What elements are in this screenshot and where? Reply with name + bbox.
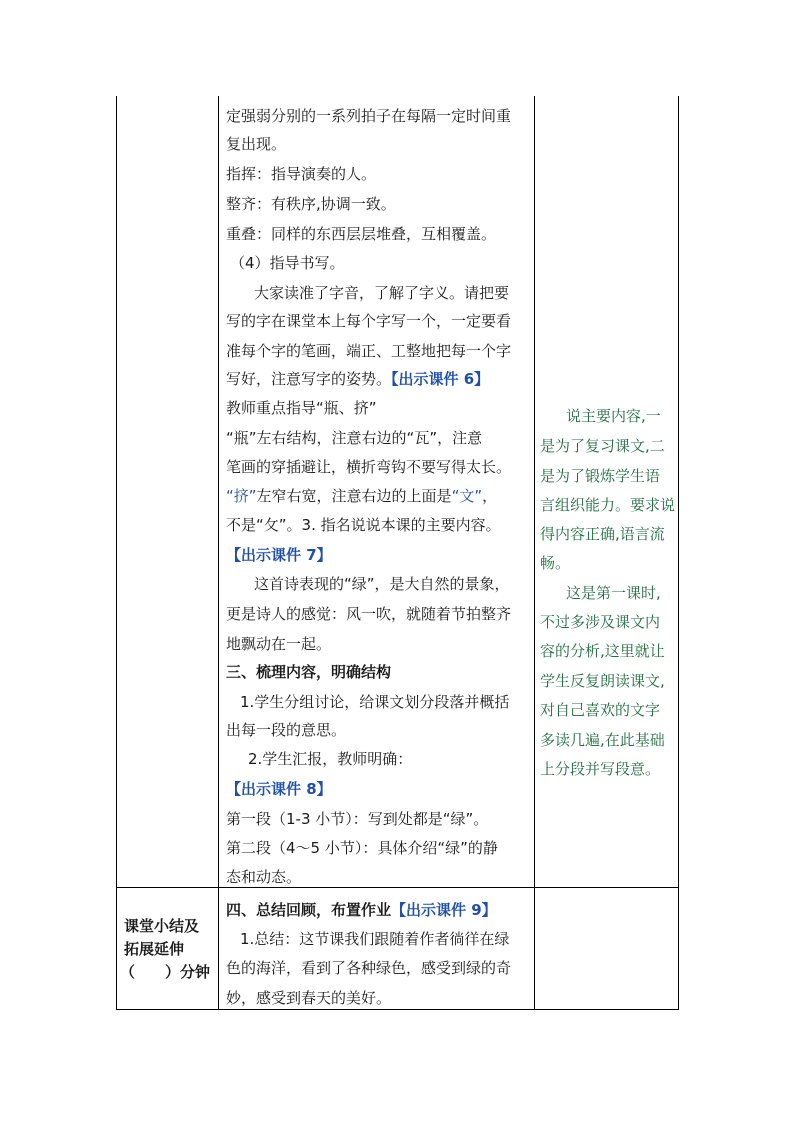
table-border-bottom bbox=[116, 1009, 679, 1010]
content-line: 更是诗人的感觉：风一吹，就随着节拍整齐 bbox=[226, 605, 512, 623]
content-line: 妙，感受到春天的美好。 bbox=[226, 989, 392, 1007]
content-line: 教师重点指导“瓶、挤” bbox=[226, 399, 377, 417]
table-divider-2 bbox=[534, 96, 535, 1010]
courseware-tag: 【出示课件 8】 bbox=[226, 780, 332, 798]
content-line: 第二段（4～5 小节）：具体介绍“绿”的静 bbox=[226, 839, 498, 857]
content-line: 2.学生汇报，教师明确： bbox=[248, 750, 413, 768]
content-line: 重叠：同样的东西层层堆叠，互相覆盖。 bbox=[226, 225, 497, 243]
table-divider-1 bbox=[218, 96, 219, 1010]
content-line bbox=[226, 369, 489, 389]
content-line: 这首诗表现的“绿”，是大自然的景象， bbox=[254, 575, 510, 593]
char-highlight: “文” bbox=[451, 487, 483, 505]
note-line: 这是第一课时, bbox=[566, 584, 661, 602]
note-line: 容的分析,这里就让 bbox=[540, 642, 665, 660]
content-line: 写的字在课堂本上每个字写一个，一定要看 bbox=[226, 312, 512, 330]
content-line: （4）指导书写。 bbox=[230, 254, 345, 272]
section-heading bbox=[226, 900, 497, 920]
note-line: 上分段并写段意。 bbox=[540, 760, 661, 778]
content-line: 指挥：指导演奏的人。 bbox=[226, 165, 377, 183]
section-heading: 三、梳理内容，明确结构 bbox=[226, 663, 392, 681]
note-line: 不过多涉及课文内 bbox=[540, 613, 661, 631]
table-border-left bbox=[116, 96, 117, 1010]
content-line: 笔画的穿插避让，横折弯钩不要写得太长。 bbox=[226, 458, 512, 476]
content-line: 第一段（1-3 小节）：写到处都是“绿”。 bbox=[226, 810, 489, 828]
content-line: 地飘动在一起。 bbox=[226, 635, 332, 653]
content-line bbox=[226, 486, 497, 506]
note-line: 言组织能力。要求说 bbox=[540, 496, 676, 514]
content-line: 色的海洋，看到了各种绿色，感受到绿的奇 bbox=[226, 959, 512, 977]
note-line: 是为了复习课文,二 bbox=[540, 437, 665, 455]
section-label-line: （ ）分钟 bbox=[120, 963, 211, 981]
content-text: ， bbox=[482, 487, 498, 505]
section-heading-text: 四、总结回顾，布置作业 bbox=[226, 901, 392, 919]
courseware-tag: 【出示课件 7】 bbox=[226, 546, 332, 564]
content-line: 出每一段的意思。 bbox=[226, 721, 347, 739]
content-line: 1.学生分组讨论，给课文划分段落并概括 bbox=[240, 693, 510, 711]
table-border-right bbox=[678, 96, 679, 1010]
note-line: 说主要内容,一 bbox=[566, 407, 661, 425]
content-line: “瓶”左右结构，注意右边的“瓦”，注意 bbox=[226, 429, 483, 447]
content-line: 不是“攵”。3. 指名说说本课的主要内容。 bbox=[226, 516, 501, 534]
content-line: 大家读准了字音，了解了字义。请把要 bbox=[254, 284, 510, 302]
content-line: 定强弱分别的一系列拍子在每隔一定时间重 bbox=[226, 107, 512, 125]
content-line: 态和动态。 bbox=[226, 868, 302, 886]
courseware-tag: 【出示课件 6】 bbox=[391, 370, 490, 388]
note-line: 学生反复朗读课文, bbox=[540, 672, 665, 690]
content-text: 左窄右宽，注意右边的上面是 bbox=[256, 487, 452, 505]
note-line: 多读几遍,在此基础 bbox=[540, 731, 665, 749]
content-line: 1.总结：这节课我们跟随着作者徜徉在绿 bbox=[240, 930, 510, 948]
row-divider bbox=[116, 887, 679, 888]
note-line: 是为了锻炼学生语 bbox=[540, 467, 661, 485]
section-label-line: 课堂小结及 bbox=[124, 917, 200, 935]
note-line: 得内容正确,语言流 bbox=[540, 525, 665, 543]
note-line: 畅。 bbox=[540, 554, 571, 572]
content-line: 复出现。 bbox=[226, 135, 287, 153]
content-line: 准每个字的笔画，端正、工整地把每一个字 bbox=[226, 342, 512, 360]
note-line: 对自己喜欢的文字 bbox=[540, 701, 661, 719]
content-line: 整齐：有秩序,协调一致。 bbox=[226, 195, 396, 213]
char-highlight: “挤” bbox=[226, 487, 257, 505]
courseware-tag: 【出示课件 9】 bbox=[391, 901, 497, 919]
section-label-line: 拓展延伸 bbox=[124, 940, 185, 958]
content-text: 写好，注意写字的姿势。 bbox=[226, 370, 392, 388]
